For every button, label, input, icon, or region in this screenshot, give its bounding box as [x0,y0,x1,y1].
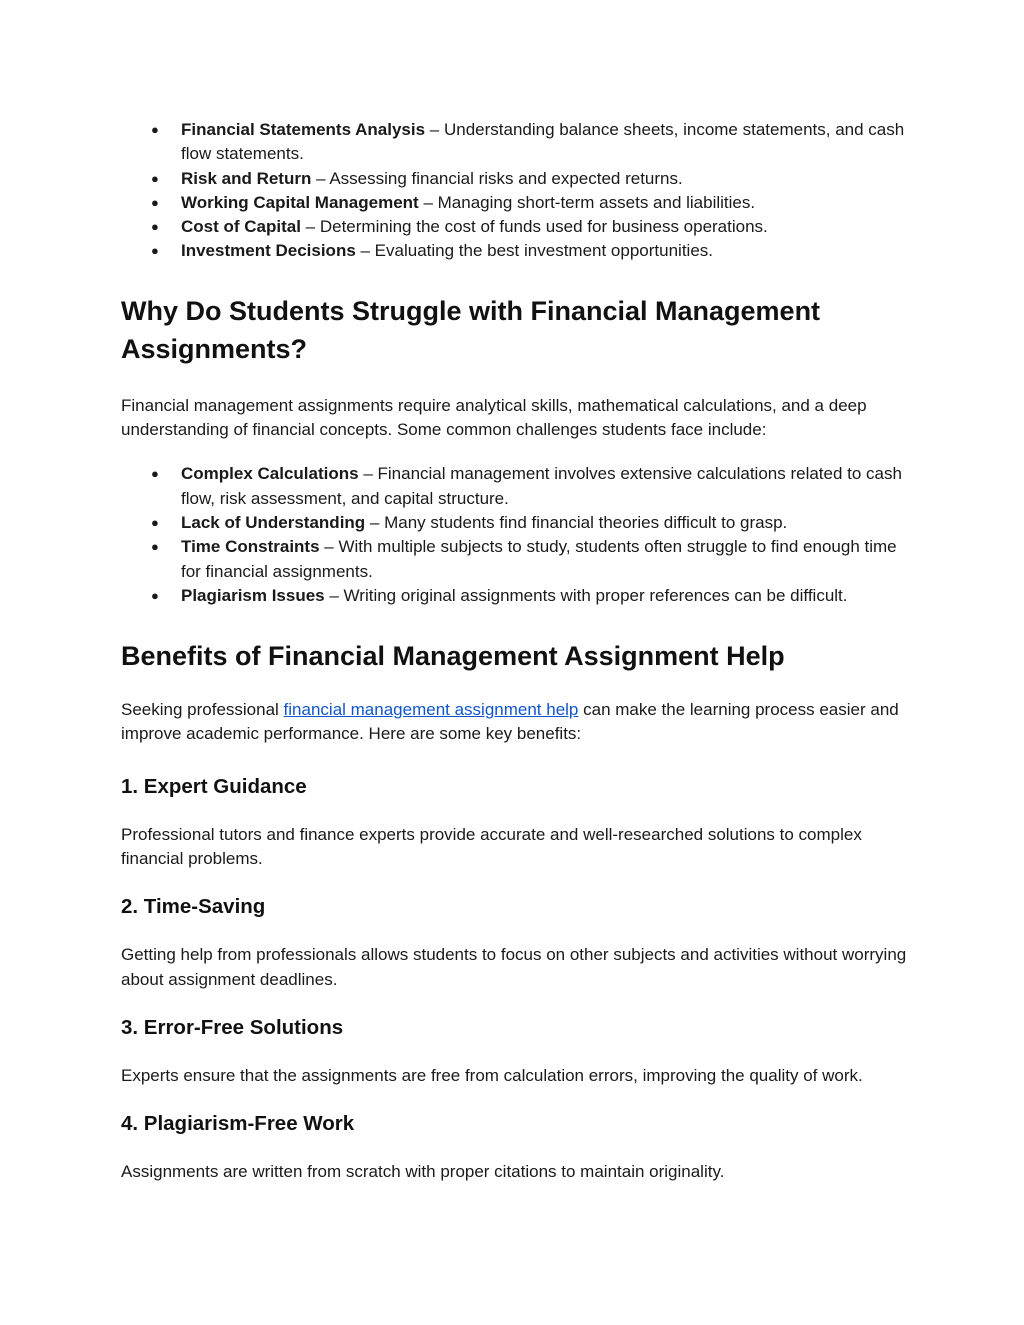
bullet-icon: ● [151,243,159,259]
benefits-heading: Benefits of Financial Management Assignment Help [121,641,785,672]
benefits-intro [121,698,911,747]
struggle-heading: Why Do Students Struggle with Financial Management Assignments? [121,295,821,364]
list-item-term: Investment Decisions [181,241,356,261]
list-item-term: Financial Statements Analysis [181,120,426,139]
list-item-term: Working Capital Management [181,192,419,212]
bullet-icon: ● [151,219,159,235]
struggle-intro: Financial management assignments require analytical skills, mathematical calculations, and a deep understanding of financial concepts. Some common challenges students face include: [121,395,867,440]
bullet-icon: ● [151,122,159,137]
list-item-desc: – With multiple subjects to study, students often struggle to find enough time for financial assignments. [181,537,897,581]
benefit-heading-plagiarism-free: 4. Plagiarism-Free Work [121,1112,355,1136]
list-item [121,118,911,167]
document-page [121,118,911,1185]
assignment-help-link[interactable]: financial management assignment help [283,700,579,720]
list-item-term: Time Constraints [181,537,320,557]
list-item-term: Lack of Understanding [181,512,366,532]
benefit-heading-expert-guidance: 1. Expert Guidance [121,774,307,798]
list-item [121,191,911,215]
list-item [121,215,911,239]
benefit-text-plagiarism-free: Assignments are written from scratch with proper citations to maintain originality. [121,1162,725,1182]
bullet-icon: ● [151,170,159,186]
bullet-icon: ● [151,539,159,555]
list-item [121,462,911,511]
benefit-heading-error-free: 3. Error-Free Solutions [121,1015,344,1039]
topics-list [121,118,911,264]
list-item-desc: – Writing original assignments with proper references can be difficult. [324,585,848,605]
benefit-heading-time-saving: 2. Time-Saving [121,895,266,919]
bullet-icon: ● [151,466,159,482]
list-item-desc: – Assessing financial risks and expected returns. [311,168,683,188]
list-item [121,584,911,608]
bullet-icon: ● [151,514,159,530]
bullet-icon: ● [151,194,159,210]
list-item-desc: – Managing short-term assets and liabilities. [418,192,756,212]
bullet-icon: ● [151,587,159,603]
list-item-desc: – Many students find financial theories difficult to grasp. [365,512,788,532]
list-item [121,167,911,191]
list-item-term: Cost of Capital [181,217,301,237]
list-item [121,239,911,263]
benefits-intro-after: can make the learning process easier and improve academic performance. Here are some key benefits: [121,700,899,744]
list-item-term: Complex Calculations [181,464,359,484]
benefits-intro-before: Seeking professional [121,700,284,720]
benefit-text-error-free: Experts ensure that the assignments are free from calculation errors, improving the quality of work. [121,1065,863,1085]
list-item-desc: – Evaluating the best investment opportunities. [355,241,713,261]
benefit-text-time-saving: Getting help from professionals allows students to focus on other subjects and activities without worrying about assignment deadlines. [121,945,907,989]
list-item-term: Plagiarism Issues [181,585,325,605]
list-item-desc: – Determining the cost of funds used for business operations. [300,217,768,237]
list-item-desc: – Financial management involves extensive calculations related to cash flow, risk assessment, and capital structure. [181,464,902,508]
list-item [121,535,911,584]
challenges-list [121,462,911,608]
list-item [121,511,911,535]
benefit-text-expert-guidance: Professional tutors and finance experts provide accurate and well-researched solutions to complex financial problems. [121,824,862,869]
list-item-desc: – Understanding balance sheets, income statements, and cash flow statements. [181,120,905,164]
list-item-term: Risk and Return [181,168,312,188]
